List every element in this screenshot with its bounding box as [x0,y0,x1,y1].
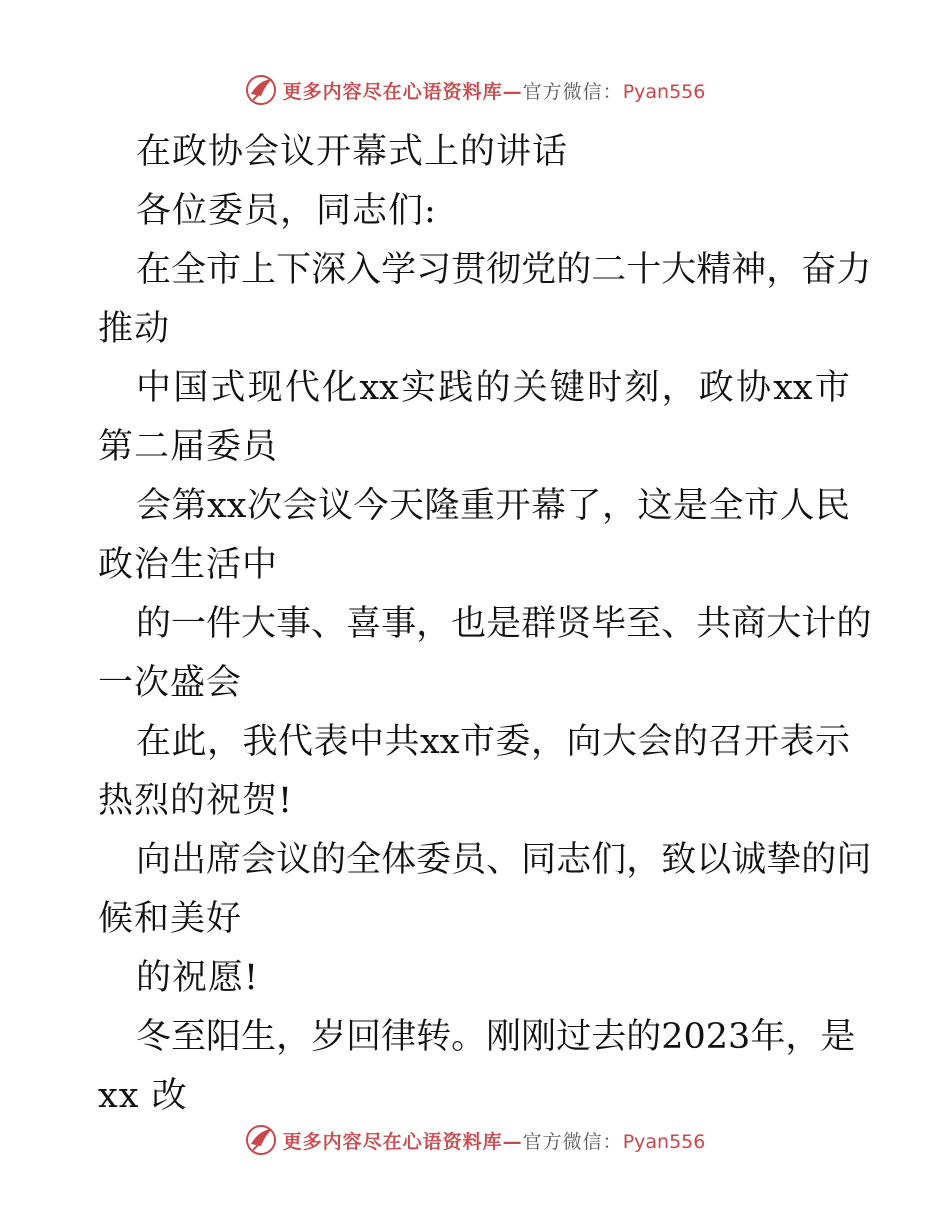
document-line: 中 国 式 现 代 化 xx 实 践 的 关 键 时 刻 ， 政 协 xx 市 [136,368,850,408]
document-lines [98,182,872,1126]
watermark-header [0,70,950,110]
document-line: xx 改 [98,1076,188,1116]
watermark-text [283,1127,706,1154]
document-line: 各位委员，同志们: [136,191,437,231]
document-line: 热烈的祝贺! [98,781,294,821]
document-line: 第二届委员 [98,427,279,467]
document-line: 会 第 xx 次 会 议 今 天 隆 重 开 幕 了 ， 这 是 全 市 人 民 [136,486,850,526]
document-line: 推动 [98,309,171,349]
document-line: 的祝愿! [136,958,260,998]
document-line: 的 一 件 大 事 、 喜 事 ， 也 是 群 贤 毕 至 、 共 商 大 计 的 [136,604,872,644]
watermark-main: 更多内容尽在心语资料库 [282,1130,503,1153]
watermark-dash: — [502,1130,523,1153]
watermark-main: 更多内容尽在心语资料库 [282,80,503,103]
watermark-text [283,77,706,104]
document-title: 在政协会议开幕式上的讲话 [136,132,569,172]
document-line: 一次盛会 [98,663,243,703]
watermark-footer [0,1120,950,1160]
document-line: 在 全 市 上 下 深 入 学 习 贯 彻 党 的 二 十 大 精 神 ， 奋 力 [136,250,872,290]
document-line: 冬 至 阳 生 ， 岁 回 律 转 。 刚 刚 过 去 的 2023 年 ， 是 [136,1017,856,1057]
watermark-label: 官方微信： [522,1130,623,1153]
watermark-dash: — [502,80,523,103]
document-line: 政治生活中 [98,545,279,585]
document-line: 向 出 席 会 议 的 全 体 委 员 、 同 志 们 ， 致 以 诚 挚 的 问 [136,840,872,880]
document-line: 候和美好 [98,899,243,939]
document-body [98,123,872,1126]
quill-logo-icon [245,74,277,106]
watermark-id: Pyan556 [622,1130,706,1153]
document-line: 在 此 ， 我 代 表 中 共 xx 市 委 ， 向 大 会 的 召 开 表 示 [136,722,850,762]
watermark-id: Pyan556 [622,80,706,103]
quill-logo-icon [245,1124,277,1156]
watermark-label: 官方微信： [522,80,623,103]
